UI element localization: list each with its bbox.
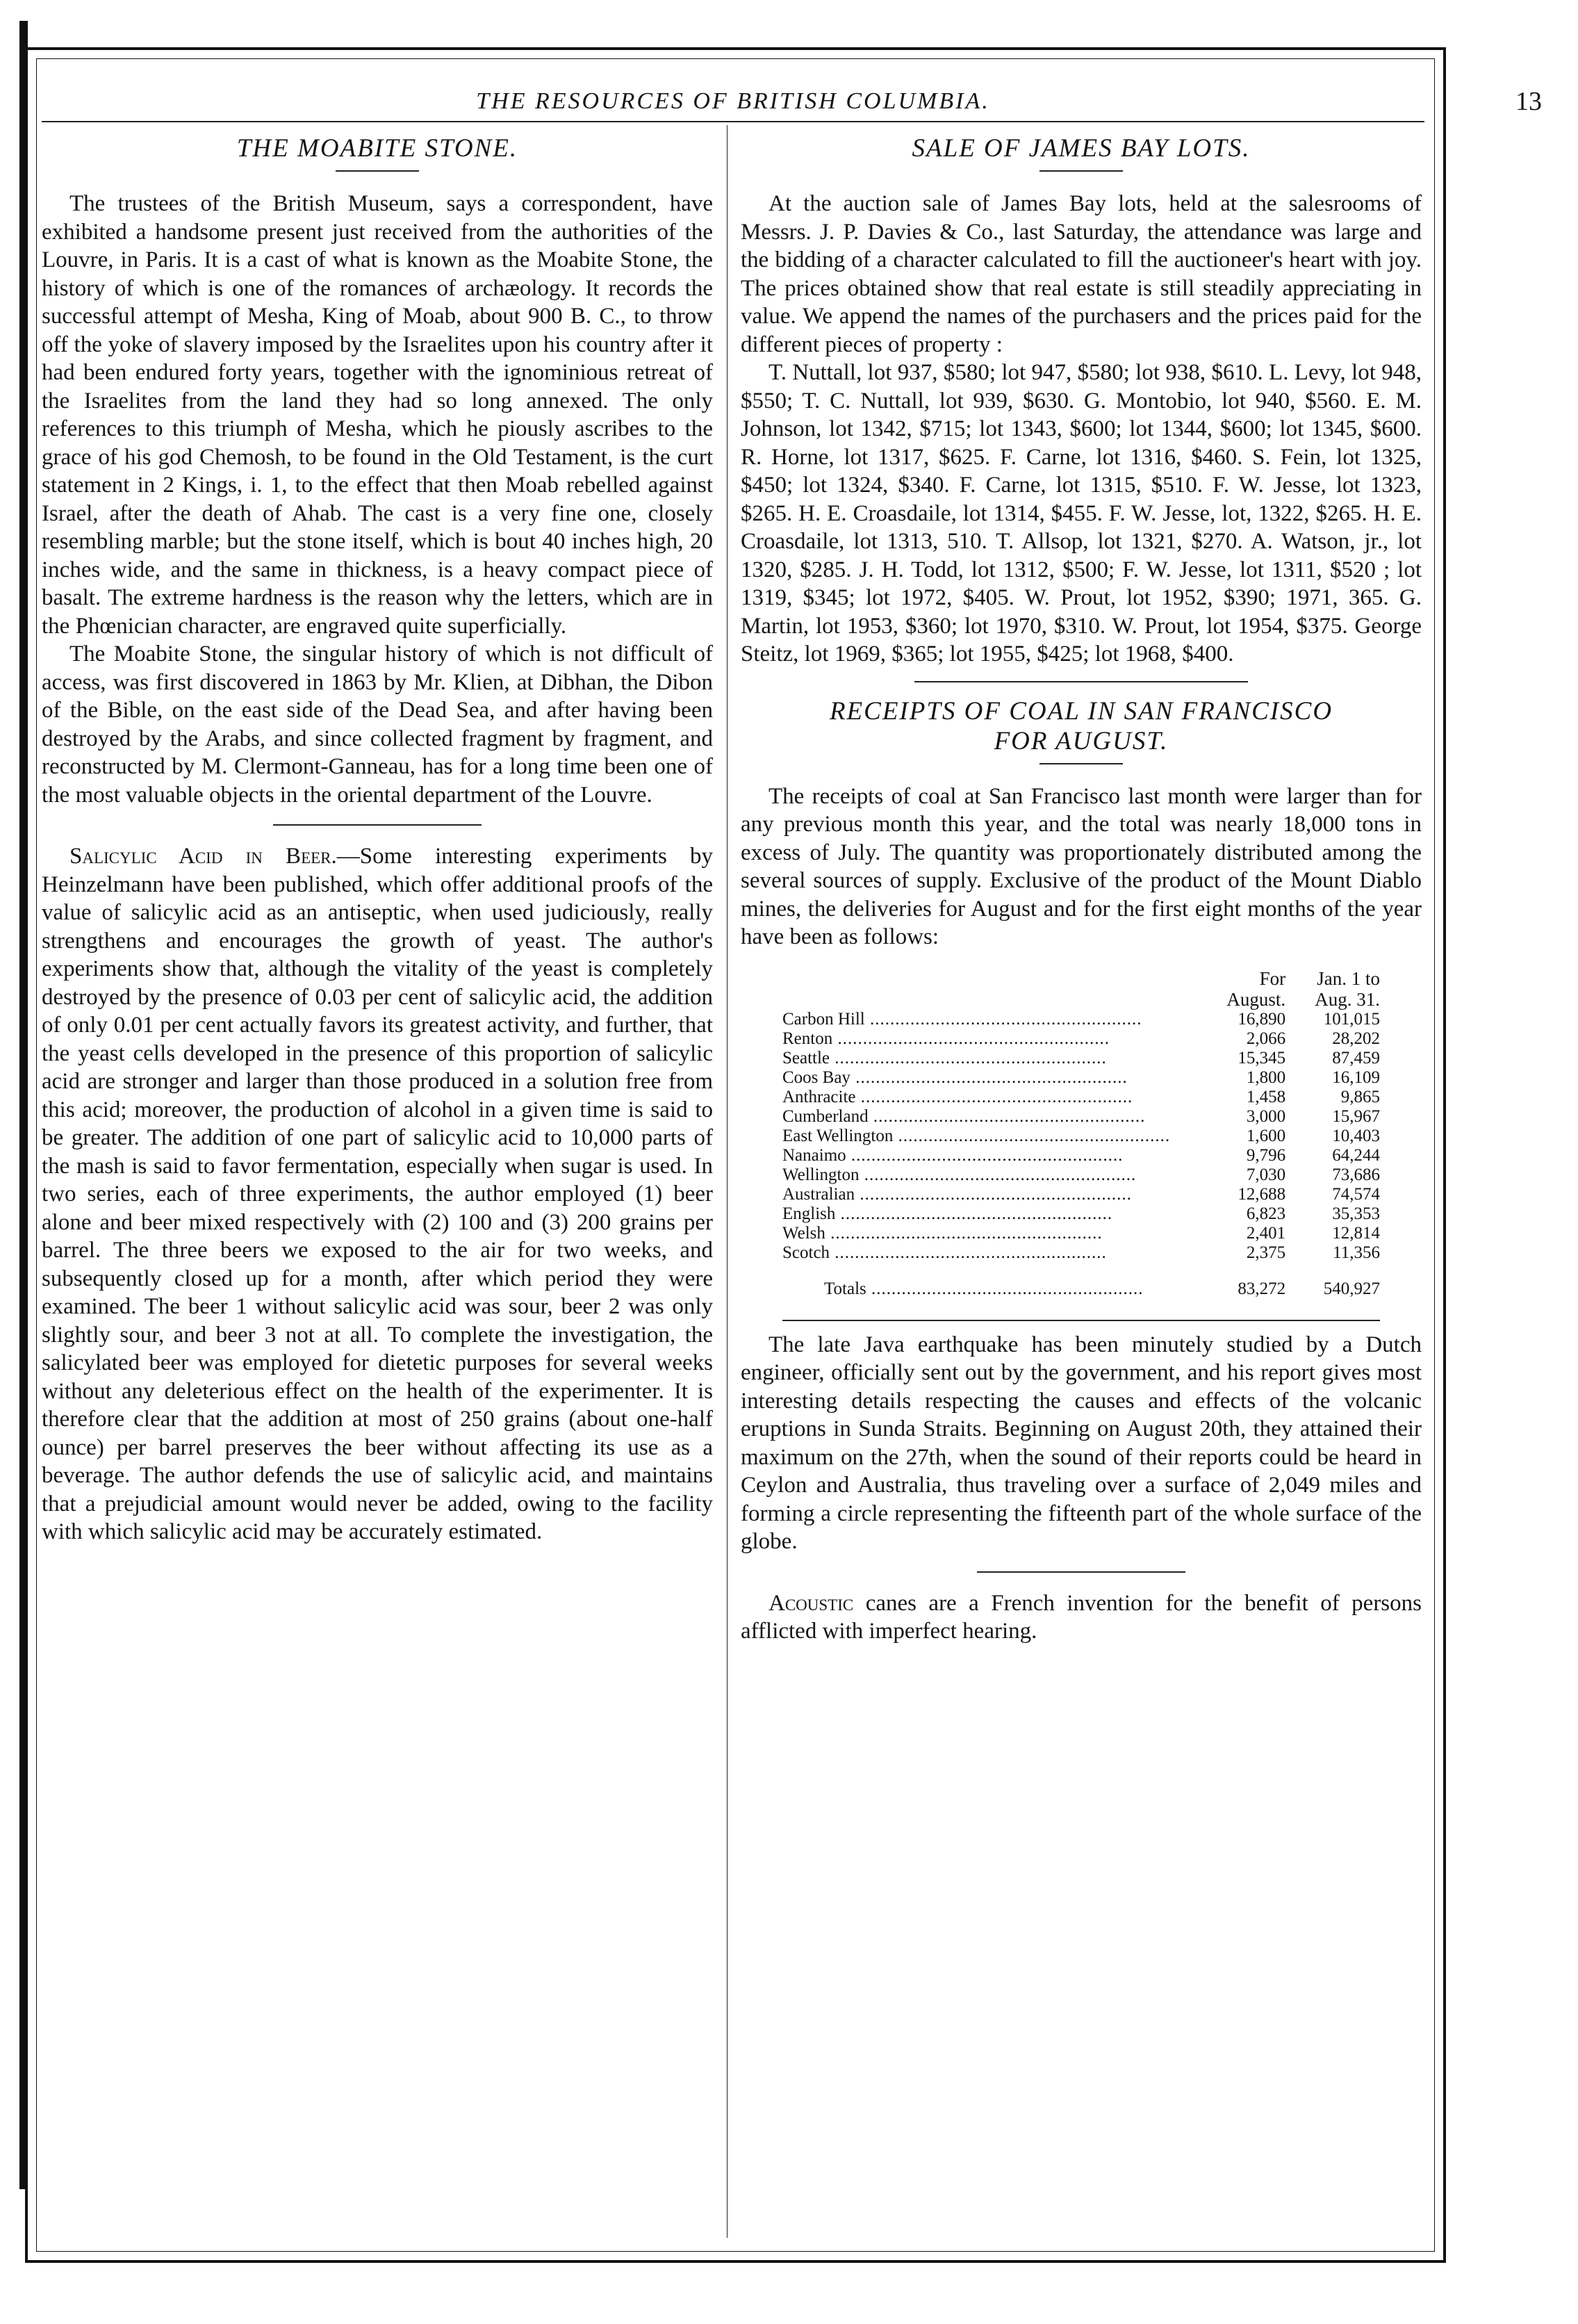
table-row xyxy=(782,1010,1380,1029)
row-ytd: 12,814 xyxy=(1332,1223,1380,1243)
row-ytd: 101,015 xyxy=(1323,1009,1380,1029)
col-header-august: For August. xyxy=(1226,967,1286,1010)
section-rule xyxy=(914,681,1248,682)
coal-title-line-1: RECEIPTS OF COAL IN SAN FRANCISCO xyxy=(829,696,1333,726)
section-rule xyxy=(273,824,482,826)
row-august: 9,796 xyxy=(1246,1145,1286,1165)
salicylic-text: —Some interesting experiments by Heinzelmann have been published, which offer additional proofs of the value of salicylic acid as an antiseptic, when used judiciously, really strengthens and encourages the growth of yeast. The author's experiments show that, although the vitality of the yeast is completely destroyed by the presence of 0.03 per cent of salicylic acid, the addition of only 0.01 per cent actually favors its greatest activity, and further, that the yeast cells developed in the presence of this proportion of salicylic acid are stronger and larger than those produced in a solution free from this acid; moreover, the production of alcohol in a given time is said to be greater. The addition of one part of salicylic acid to 10,000 parts of the mash is said to favor fermentation, especially when sugar is used. In two series, each of three experiments, the author employed (1) beer alone and beer mixed respectively with (2) 100 and (3) 200 grains per barrel. The three beers we exposed to the air for two weeks, and subsequently closed up for a month, after which period they were examined. The beer 1 without salicylic acid was sour, beer 2 was only slightly sour, and beer 3 not at all. To complete the investigation, the salicylated beer was employed for dietetic purposes for several weeks without any deleterious effect on the health of the experimenter. It is therefore clear that the addition at most of 250 grains (about one-half ounce) per barrel preserves the beer without affecting its use as a beverage. The author defends the use of salicylic acid, and maintains that a prejudicial amount would never be added, owing to the facility with which salicylic acid may be accurately estimated. xyxy=(42,844,714,1544)
acoustic-text: canes are a French invention for the benefit of persons afflicted with imperfect hearing. xyxy=(741,1590,1422,1644)
salicylic-lead: Salicylic Acid in Beer. xyxy=(69,844,337,869)
table-row xyxy=(782,1146,1380,1165)
coal-table-wrap xyxy=(741,968,1422,1299)
table-row xyxy=(782,1204,1380,1224)
row-name: Scotch xyxy=(782,1243,830,1262)
total-ytd: 540,927 xyxy=(1323,1279,1380,1298)
row-name: English xyxy=(782,1204,836,1223)
table-row xyxy=(782,1243,1380,1263)
row-august: 16,890 xyxy=(1238,1009,1286,1029)
row-name: Welsh xyxy=(782,1223,825,1243)
table-total-row xyxy=(782,1263,1380,1299)
row-name: Coos Bay xyxy=(782,1067,850,1087)
james-bay-title: SALE OF JAMES BAY LOTS. xyxy=(912,134,1251,163)
row-august: 7,030 xyxy=(1246,1165,1286,1184)
moabite-title: THE MOABITE STONE. xyxy=(236,134,518,163)
row-august: 15,345 xyxy=(1238,1048,1286,1067)
row-name: Anthracite xyxy=(782,1087,856,1106)
row-name: Carbon Hill xyxy=(782,1009,865,1029)
binding-shadow xyxy=(19,21,28,2189)
right-column xyxy=(741,133,1422,1646)
row-name: Seattle xyxy=(782,1048,830,1067)
moabite-paragraph-2: The Moabite Stone, the singular history of which is not difficult of access, was first discovered in 1863 by Mr. Klien, at Dibhan, the Dibon of the Bible, on the east side of the Dead Sea, and after having been destroyed by the Arabs, and since collected fragment by fragment, and reconstructed by M. Clermont-Ganneau, has for a long time been one of the most valuable objects in the oriental department of the Louvre. xyxy=(42,641,713,808)
acoustic-lead: Acoustic xyxy=(769,1590,854,1616)
row-ytd: 9,865 xyxy=(1340,1087,1380,1106)
table-row xyxy=(782,1107,1380,1127)
title-rule xyxy=(1039,763,1123,764)
row-august: 3,000 xyxy=(1246,1106,1286,1126)
page-number: 13 xyxy=(1515,87,1542,116)
row-ytd: 16,109 xyxy=(1332,1067,1380,1087)
table-row xyxy=(782,1049,1380,1068)
row-name: Australian xyxy=(782,1184,855,1204)
table-row xyxy=(782,1029,1380,1049)
james-bay-paragraph-1: At the auction sale of James Bay lots, held at the salesrooms of Messrs. J. P. Davies & Co., last Saturday, the attendance was large and the bidding of a character calculated to fill the auctioneer's heart with joy. The prices obtained show that real estate is still steadily appreciating in value. We append the names of the purchasers and the prices paid for the different pieces of property : xyxy=(741,191,1422,357)
row-ytd: 28,202 xyxy=(1332,1029,1380,1048)
row-august: 12,688 xyxy=(1238,1184,1286,1204)
table-row xyxy=(782,1185,1380,1204)
table-rule xyxy=(782,1320,1380,1321)
coal-table xyxy=(782,968,1380,1299)
row-august: 1,458 xyxy=(1246,1087,1286,1106)
title-rule xyxy=(336,170,419,172)
row-august: 2,401 xyxy=(1246,1223,1286,1243)
coal-title-line-2: FOR AUGUST. xyxy=(994,726,1169,755)
table-row xyxy=(782,1224,1380,1243)
james-bay-paragraph-2: T. Nuttall, lot 937, $580; lot 947, $580; lot 938, $610. L. Levy, lot 948, $550; T. C. Nuttall, lot 939, $630. G. Montobio, lot 940, $560. E. M. Johnson, lot 1342, $715; lot 1343, $600; lot 1344, $600; lot 1345, $600. R. Horne, lot 1317, $625. F. Carne, lot 1316, $460. S. Fein, lot 1325, $450; lot 1324, $340. F. Carne, lot 1315, $510. F. W. Jesse, lot 1323, $265. H. E. Croasdaile, lot 1314, $455. F. W. Jesse, lot, 1322, $265. H. E. Croasdaile, lot 1313, 510. T. Allsop, lot 1321, $270. A. Watson, jr., lot 1320, $285. J. H. Todd, lot 1312, $500; F. W. Jesse, lot 1311, $520 ; lot 1319, $345; lot 1972, $405. W. Prout, lot 1952, $390; 1971, 365. G. Martin, lot 1953, $360; lot 1970, $310. W. Prout, lot 1954, $375. George Steitz, lot 1969, $365; lot 1955, $425; lot 1968, $400. xyxy=(741,360,1422,666)
row-august: 2,066 xyxy=(1246,1029,1286,1048)
row-ytd: 73,686 xyxy=(1332,1165,1380,1184)
table-row xyxy=(782,1068,1380,1088)
row-ytd: 35,353 xyxy=(1332,1204,1380,1223)
row-name: Cumberland xyxy=(782,1106,869,1126)
row-ytd: 15,967 xyxy=(1332,1106,1380,1126)
row-ytd: 74,574 xyxy=(1332,1184,1380,1204)
row-august: 1,600 xyxy=(1246,1126,1286,1145)
row-ytd: 10,403 xyxy=(1332,1126,1380,1145)
row-august: 6,823 xyxy=(1246,1204,1286,1223)
table-row xyxy=(782,1127,1380,1146)
left-column xyxy=(42,133,713,1546)
title-rule xyxy=(1039,170,1123,172)
salicylic-paragraph xyxy=(42,842,713,1546)
column-divider xyxy=(727,125,728,2238)
col-header-ytd: Jan. 1 to Aug. 31. xyxy=(1315,967,1380,1010)
header-rule xyxy=(42,121,1424,122)
table-row xyxy=(782,1088,1380,1107)
row-name: Wellington xyxy=(782,1165,860,1184)
moabite-paragraph-1: The trustees of the British Museum, says a correspondent, have exhibited a handsome present just received from the authorities of the Louvre, in Paris. It is a cast of what is known as the Moabite Stone, the history of which is one of the romances of archæology. It records the successful attempt of Mesha, King of Moab, about 900 B. C., to throw off the yoke of slavery imposed by the Israelites upon his country after it had been endured forty years, together with the ignominious retreat of the Israelites from the land they had so long annexed. The only references to this triumph of Mesha, which he piously ascribes to the grace of his god Chemosh, to be found in the Old Testament, is the curt statement in 2 Kings, i. 1, to the effect that then Moab rebelled against Israel, after the death of Ahab. The cast is a very fine one, closely resembling marble; but the stone itself, which is bout 40 inches high, 20 inches wide, and the same in thickness, is a heavy compact piece of basalt. The extreme hardness is the reason why the letters, which are in the Phœnician character, are engraved quite superficially. xyxy=(42,191,713,639)
row-name: Nanaimo xyxy=(782,1145,846,1165)
section-rule xyxy=(977,1571,1185,1573)
row-ytd: 64,244 xyxy=(1332,1145,1380,1165)
running-title: THE RESOURCES OF BRITISH COLUMBIA. xyxy=(476,88,990,114)
total-label: Totals xyxy=(824,1279,866,1298)
row-ytd: 11,356 xyxy=(1333,1243,1380,1262)
row-ytd: 87,459 xyxy=(1332,1048,1380,1067)
row-name: Renton xyxy=(782,1029,833,1048)
acoustic-paragraph xyxy=(741,1589,1422,1646)
row-name: East Wellington xyxy=(782,1126,894,1145)
total-august: 83,272 xyxy=(1238,1279,1286,1298)
row-august: 1,800 xyxy=(1246,1067,1286,1087)
java-paragraph: The late Java earthquake has been minutely studied by a Dutch engineer, officially sent out by the government, and his report gives most interesting details respecting the causes and effects of the volcanic eruptions in Sunda Straits. Beginning on August 20th, they attained their maximum on the 27th, when the sound of their reports could be heard in Ceylon and Australia, thus traveling over a surface of 2,049 miles and forming a circle representing the fifteenth part of the whole surface of the globe. xyxy=(741,1332,1422,1554)
coal-intro: The receipts of coal at San Francisco last month were larger than for any previous month this year, and the total was nearly 18,000 tons in excess of July. The quantity was proportionately distributed among the several sources of supply. Exclusive of the product of the Mount Diablo mines, the deliveries for August and for the first eight months of the year have been as follows: xyxy=(741,783,1422,949)
table-row xyxy=(782,1165,1380,1185)
row-august: 2,375 xyxy=(1246,1243,1286,1262)
